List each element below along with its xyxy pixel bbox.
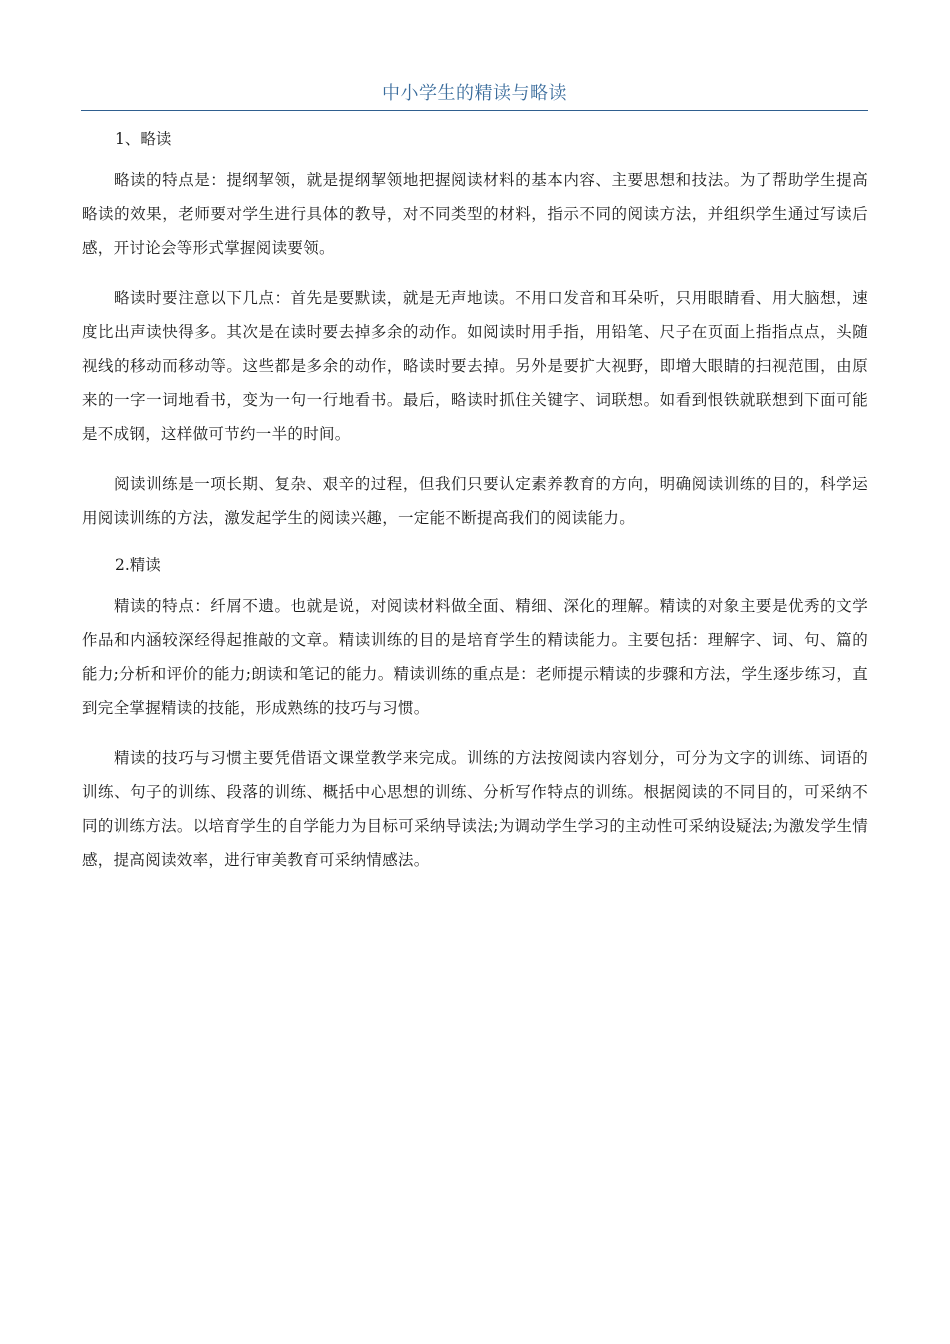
document-header [81,80,868,111]
document-body [82,125,868,877]
document-title: 中小学生的精读与略读 [382,83,567,104]
section-heading-intensive-reading: 2.精读 [115,556,161,574]
paragraph: 精读的技巧与习惯主要凭借语文课堂教学来完成。训练的方法按阅读内容划分，可分为文字的训练、词语的训练、句子的训练、段落的训练、概括中心思想的训练、分析写作特点的训练。根据阅读的不同目的，可采纳不同的训练方法。以培育学生的自学能力为目标可采纳导读法;为调动学生学习的主动性可采纳设疑法;为激发学生情感，提高阅读效率，进行审美教育可采纳情感法。 [82,749,868,869]
paragraph: 精读的特点：纤屑不遗。也就是说，对阅读材料做全面、精细、深化的理解。精读的对象主要是优秀的文学作品和内涵较深经得起推敲的文章。精读训练的目的是培育学生的精读能力。主要包括：理解字、词、句、篇的能力;分析和评价的能力;朗读和笔记的能力。精读训练的重点是：老师提示精读的步骤和方法，学生逐步练习，直到完全掌握精读的技能，形成熟练的技巧与习惯。 [82,597,868,717]
section-heading-skimming: 1、略读 [115,130,172,148]
paragraph: 略读的特点是：提纲挈领，就是提纲挈领地把握阅读材料的基本内容、主要思想和技法。为了帮助学生提高略读的效果，老师要对学生进行具体的教导，对不同类型的材料，指示不同的阅读方法，并组织学生通过写读后感，开讨论会等形式掌握阅读要领。 [82,171,868,257]
paragraph: 阅读训练是一项长期、复杂、艰辛的过程，但我们只要认定素养教育的方向，明确阅读训练的目的，科学运用阅读训练的方法，激发起学生的阅读兴趣，一定能不断提高我们的阅读能力。 [82,475,868,527]
paragraph: 略读时要注意以下几点：首先是要默读，就是无声地读。不用口发音和耳朵听，只用眼睛看、用大脑想，速度比出声读快得多。其次是在读时要去掉多余的动作。如阅读时用手指，用铅笔、尺子在页面上指指点点，头随视线的移动而移动等。这些都是多余的动作，略读时要去掉。另外是要扩大视野，即增大眼睛的扫视范围，由原来的一字一词地看书，变为一句一行地看书。最后，略读时抓住关键字、词联想。如看到恨铁就联想到下面可能是不成钢，这样做可节约一半的时间。 [82,289,868,443]
